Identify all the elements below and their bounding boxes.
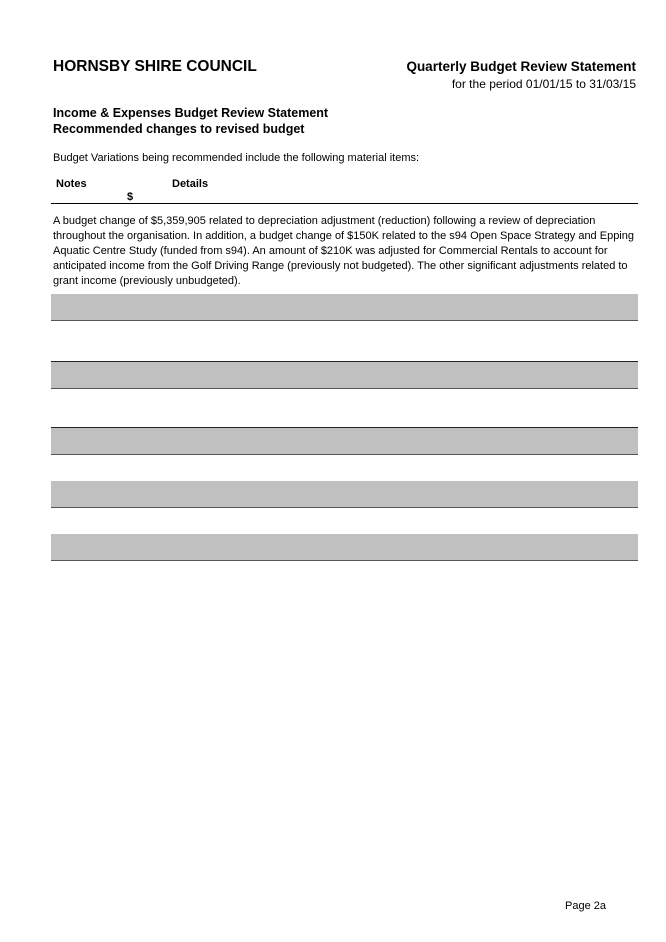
- page-number: Page 2a: [565, 900, 606, 912]
- currency-column-header: $: [127, 191, 134, 203]
- details-column-header: Details: [172, 178, 209, 190]
- reporting-period: for the period 01/01/15 to 31/03/15: [451, 77, 636, 91]
- section-title: [53, 105, 328, 137]
- statement-title: Quarterly Budget Review Statement: [406, 59, 636, 74]
- section-title-line-1: Income & Expenses Budget Review Statement: [53, 106, 329, 120]
- council-name: HORNSBY SHIRE COUNCIL: [53, 58, 257, 75]
- shaded-row-2: [51, 361, 638, 389]
- shaded-row-4: [51, 481, 638, 508]
- header-rule: [51, 203, 638, 204]
- notes-column-header: Notes: [56, 178, 87, 190]
- shaded-row-1: [51, 294, 638, 321]
- shaded-row-3: [51, 427, 638, 455]
- section-title-line-2: Recommended changes to revised budget: [53, 122, 305, 136]
- intro-text: Budget Variations being recommended include the following material items:: [53, 152, 420, 164]
- shaded-row-5: [51, 534, 638, 561]
- variation-explanation: A budget change of $5,359,905 related to depreciation adjustment (reduction) following a review of depreciation throughout the organisation. In addition, a budget change of $150K related to the s94 Open Space Strategy and Epping Aquatic Centre Study (funded from s94). An amount of $210K was adjusted for Commercial Rentals to account for anticipated income from the Golf Driving Range (previously not budgeted). The other significant adjustments related to grant income (previously unbudgeted).: [53, 215, 634, 287]
